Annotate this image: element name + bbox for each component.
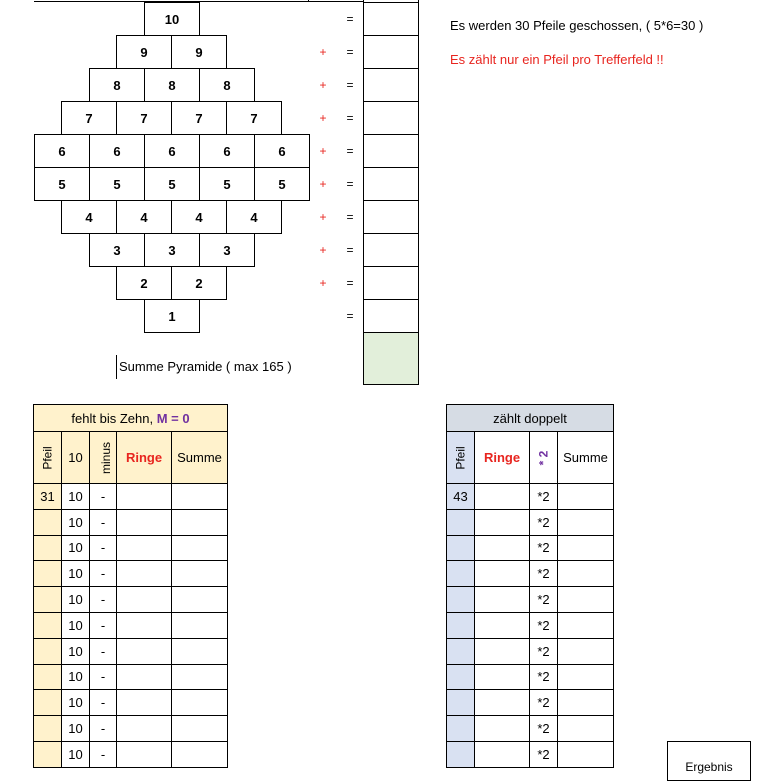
pfeil-cell[interactable]: [447, 587, 475, 613]
ringe-cell[interactable]: [117, 638, 172, 664]
times-two-cell: *2: [530, 587, 558, 613]
table-row: [447, 612, 614, 638]
summe-cell[interactable]: [558, 664, 614, 690]
pyramid-cell[interactable]: 4: [226, 200, 282, 234]
summe-cell[interactable]: [558, 612, 614, 638]
ten-cell: 10: [62, 509, 90, 535]
table-row: [447, 638, 614, 664]
ringe-cell[interactable]: [117, 664, 172, 690]
times-two-cell: *2: [530, 509, 558, 535]
row-sum-box[interactable]: [363, 134, 419, 168]
times-two-cell: *2: [530, 535, 558, 561]
summe-cell[interactable]: [172, 561, 228, 587]
plus-sign: +: [319, 177, 327, 191]
pyramid-cell[interactable]: 2: [171, 266, 227, 300]
header-ringe: Ringe: [475, 432, 530, 484]
pyramid-cell[interactable]: 6: [254, 134, 310, 168]
minus-cell: -: [90, 561, 117, 587]
pfeil-cell[interactable]: [447, 716, 475, 742]
summe-cell[interactable]: [558, 509, 614, 535]
ringe-cell[interactable]: [117, 509, 172, 535]
pyramid-cell[interactable]: 7: [171, 101, 227, 135]
minus-cell: -: [90, 690, 117, 716]
pyramid-cell[interactable]: 10: [144, 2, 200, 36]
pfeil-cell[interactable]: 31: [34, 484, 62, 510]
header-times-two: * 2: [530, 432, 558, 484]
table-row: [34, 535, 228, 561]
times-two-cell: *2: [530, 690, 558, 716]
ringe-cell[interactable]: [475, 664, 530, 690]
minus-cell: -: [90, 716, 117, 742]
times-two-cell: *2: [530, 612, 558, 638]
summe-cell[interactable]: [558, 716, 614, 742]
equals-sign: =: [346, 276, 354, 290]
pfeil-cell[interactable]: [34, 638, 62, 664]
ten-cell: 10: [62, 664, 90, 690]
pyramid-cell[interactable]: 1: [144, 299, 200, 333]
equals-sign: =: [346, 243, 354, 257]
table-row: [34, 741, 228, 767]
pfeil-cell[interactable]: [34, 587, 62, 613]
ringe-cell[interactable]: [475, 690, 530, 716]
minus-cell: -: [90, 612, 117, 638]
pyramid-cell[interactable]: 5: [254, 167, 310, 201]
summe-cell[interactable]: [172, 741, 228, 767]
header-minus: minus: [90, 432, 117, 484]
table-row: [34, 561, 228, 587]
pyramid-cell[interactable]: 5: [34, 167, 90, 201]
ringe-cell[interactable]: [475, 561, 530, 587]
summe-cell[interactable]: [172, 612, 228, 638]
plus-sign: +: [319, 111, 327, 125]
table-row: [34, 716, 228, 742]
ten-cell: 10: [62, 561, 90, 587]
times-two-cell: *2: [530, 664, 558, 690]
minus-cell: -: [90, 484, 117, 510]
score-column-top-box: [363, 0, 419, 3]
pfeil-cell[interactable]: [34, 741, 62, 767]
table-row: [34, 484, 228, 510]
table-row: [34, 612, 228, 638]
pfeil-cell[interactable]: [447, 690, 475, 716]
pfeil-cell[interactable]: [34, 716, 62, 742]
pyramid-cell[interactable]: 3: [89, 233, 145, 267]
ringe-cell[interactable]: [117, 612, 172, 638]
ringe-cell[interactable]: [117, 484, 172, 510]
header-summe: Summe: [558, 432, 614, 484]
pyramid-cell[interactable]: 3: [144, 233, 200, 267]
pyramid-cell[interactable]: 6: [144, 134, 200, 168]
ringe-cell[interactable]: [117, 535, 172, 561]
ringe-cell[interactable]: [117, 561, 172, 587]
row-sum-box[interactable]: [363, 68, 419, 102]
pyramid-cell[interactable]: 7: [116, 101, 172, 135]
summe-pyramide-divider: [116, 355, 117, 379]
pfeil-cell[interactable]: [34, 561, 62, 587]
table-row: [34, 638, 228, 664]
pfeil-cell[interactable]: [447, 509, 475, 535]
minus-cell: -: [90, 638, 117, 664]
summe-cell[interactable]: [172, 587, 228, 613]
ergebnis-label: Ergebnis: [685, 760, 733, 774]
ringe-cell[interactable]: [475, 587, 530, 613]
row-sum-box[interactable]: [363, 101, 419, 135]
summe-cell[interactable]: [172, 716, 228, 742]
table-row: [447, 664, 614, 690]
table-row: [34, 587, 228, 613]
summe-cell[interactable]: [558, 484, 614, 510]
minus-cell: -: [90, 535, 117, 561]
ringe-cell[interactable]: [117, 741, 172, 767]
table-right-title: zählt doppelt: [447, 405, 614, 432]
header-ringe: Ringe: [117, 432, 172, 484]
ringe-cell[interactable]: [475, 484, 530, 510]
ringe-cell[interactable]: [475, 716, 530, 742]
table-row: [447, 561, 614, 587]
pfeil-cell[interactable]: [34, 509, 62, 535]
ringe-cell[interactable]: [475, 535, 530, 561]
ten-cell: 10: [62, 741, 90, 767]
minus-cell: -: [90, 587, 117, 613]
plus-sign: +: [319, 78, 327, 92]
pyramid-cell[interactable]: 8: [89, 68, 145, 102]
ten-cell: 10: [62, 638, 90, 664]
equals-sign: =: [346, 45, 354, 59]
rule-note-arrows: Es werden 30 Pfeile geschossen, ( 5*6=30 ): [450, 18, 704, 33]
pyramid-cell[interactable]: 6: [89, 134, 145, 168]
plus-sign: +: [319, 276, 327, 290]
times-two-cell: *2: [530, 484, 558, 510]
plus-sign: +: [319, 243, 327, 257]
pfeil-cell[interactable]: [447, 741, 475, 767]
row-sum-box[interactable]: [363, 299, 419, 333]
summe-cell[interactable]: [558, 561, 614, 587]
pfeil-cell[interactable]: [447, 561, 475, 587]
pyramid-cell[interactable]: 5: [89, 167, 145, 201]
pyramid-cell[interactable]: 2: [116, 266, 172, 300]
summe-cell[interactable]: [558, 690, 614, 716]
times-two-cell: *2: [530, 638, 558, 664]
table-row: [447, 509, 614, 535]
header-pfeil: Pfeil: [34, 432, 62, 484]
summe-cell[interactable]: [558, 638, 614, 664]
table-row: [447, 535, 614, 561]
row-sum-box[interactable]: [363, 266, 419, 300]
equals-sign: =: [346, 111, 354, 125]
ten-cell: 10: [62, 716, 90, 742]
pyramid-cell[interactable]: 4: [116, 200, 172, 234]
plus-sign: +: [319, 45, 327, 59]
top-partial-row: [34, 0, 418, 2]
ten-cell: 10: [62, 484, 90, 510]
equals-sign: =: [346, 210, 354, 224]
summe-cell[interactable]: [172, 484, 228, 510]
plus-sign: +: [319, 210, 327, 224]
pfeil-cell[interactable]: [447, 638, 475, 664]
table-row: [34, 690, 228, 716]
pfeil-cell[interactable]: [447, 535, 475, 561]
row-sum-box[interactable]: [363, 35, 419, 69]
summe-cell[interactable]: [172, 535, 228, 561]
minus-cell: -: [90, 509, 117, 535]
pfeil-cell[interactable]: 43: [447, 484, 475, 510]
pyramid-cell[interactable]: 8: [144, 68, 200, 102]
pfeil-cell[interactable]: [447, 664, 475, 690]
pyramid-cell[interactable]: 6: [199, 134, 255, 168]
summe-cell[interactable]: [558, 535, 614, 561]
row-sum-box[interactable]: [363, 167, 419, 201]
ten-cell: 10: [62, 690, 90, 716]
times-two-cell: *2: [530, 561, 558, 587]
plus-sign: +: [319, 144, 327, 158]
table-row: [447, 716, 614, 742]
pyramid-cell[interactable]: 7: [61, 101, 117, 135]
pfeil-cell[interactable]: [34, 690, 62, 716]
equals-sign: =: [346, 78, 354, 92]
header-pfeil: Pfeil: [447, 432, 475, 484]
equals-sign: =: [346, 12, 354, 26]
pfeil-cell[interactable]: [447, 612, 475, 638]
summe-cell[interactable]: [558, 587, 614, 613]
pyramid-cell[interactable]: 9: [171, 35, 227, 69]
row-sum-box[interactable]: [363, 200, 419, 234]
ringe-cell[interactable]: [475, 638, 530, 664]
table-fehlt-bis-zehn: [33, 404, 228, 768]
pfeil-cell[interactable]: [34, 612, 62, 638]
summe-cell[interactable]: [172, 664, 228, 690]
summe-cell[interactable]: [172, 638, 228, 664]
summe-cell[interactable]: [172, 509, 228, 535]
header-ten: 10: [62, 432, 90, 484]
pyramid-cell[interactable]: 3: [199, 233, 255, 267]
ringe-cell[interactable]: [475, 509, 530, 535]
table-row: [34, 664, 228, 690]
minus-cell: -: [90, 664, 117, 690]
pyramid-cell[interactable]: 4: [61, 200, 117, 234]
equals-sign: =: [346, 177, 354, 191]
table-left-title: fehlt bis Zehn, M = 0: [34, 405, 228, 432]
summe-pyramide-label: Summe Pyramide ( max 165 ): [119, 359, 292, 374]
minus-cell: -: [90, 741, 117, 767]
top-partial-divider: [308, 0, 309, 2]
ringe-cell[interactable]: [117, 587, 172, 613]
pyramid-cell[interactable]: 4: [171, 200, 227, 234]
ten-cell: 10: [62, 612, 90, 638]
ringe-cell[interactable]: [475, 612, 530, 638]
pyramid-cell[interactable]: 5: [144, 167, 200, 201]
ringe-cell[interactable]: [117, 716, 172, 742]
table-row: [34, 509, 228, 535]
pyramid-cell[interactable]: 6: [34, 134, 90, 168]
header-summe: Summe: [172, 432, 228, 484]
pyramid-cell[interactable]: 9: [116, 35, 172, 69]
pyramid-total-box[interactable]: [363, 332, 419, 385]
table-row: [447, 587, 614, 613]
row-sum-box[interactable]: [363, 2, 419, 36]
times-two-cell: *2: [530, 741, 558, 767]
summe-cell[interactable]: [558, 741, 614, 767]
times-two-cell: *2: [530, 716, 558, 742]
row-sum-box[interactable]: [363, 233, 419, 267]
pyramid-cell[interactable]: 7: [226, 101, 282, 135]
pyramid-cell[interactable]: 5: [199, 167, 255, 201]
ergebnis-box: [667, 741, 751, 781]
pyramid-cell[interactable]: 8: [199, 68, 255, 102]
ten-cell: 10: [62, 535, 90, 561]
table-zaehlt-doppelt: [446, 404, 614, 768]
ringe-cell[interactable]: [475, 741, 530, 767]
summe-cell[interactable]: [172, 690, 228, 716]
pfeil-cell[interactable]: [34, 664, 62, 690]
table-row: [447, 484, 614, 510]
rule-note-one-arrow: Es zählt nur ein Pfeil pro Trefferfeld !!: [450, 52, 664, 67]
equals-sign: =: [346, 309, 354, 323]
table-row: [447, 690, 614, 716]
equals-sign: =: [346, 144, 354, 158]
pfeil-cell[interactable]: [34, 535, 62, 561]
ten-cell: 10: [62, 587, 90, 613]
table-row: [447, 741, 614, 767]
ringe-cell[interactable]: [117, 690, 172, 716]
